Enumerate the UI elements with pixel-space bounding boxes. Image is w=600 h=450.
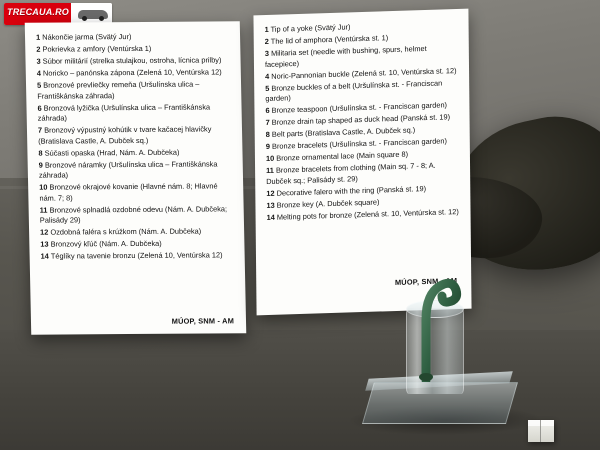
watermark-label: TRECAUA.RO	[7, 7, 69, 17]
list-item: 14 Melting pots for bronze (Zelená st. 10, Ventúrska st. 12)	[266, 206, 459, 222]
list-item: 5 Bronze buckles of a belt (Uršulínska st. - Franciscan garden)	[265, 78, 443, 104]
small-white-block	[528, 420, 554, 442]
list-item: 12 Decorative falero with the ring (Panská st. 19)	[266, 183, 427, 198]
list-item: 11 Bronzové splnadlá ozdobné odevu (Nám. A. Dubčeka; Palisády 29)	[39, 204, 228, 225]
list-item: 1 Tip of a yoke (Svätý Jur)	[264, 22, 351, 35]
list-item: 1 Nákončie jarma (Svätý Jur)	[35, 32, 132, 42]
list-item: 2 Pokrievka z amfory (Ventúrska 1)	[36, 43, 152, 54]
list-item: 10 Bronzové okrajové kovanie (Hlavné nám. 8; Hlavné nám. 7; 8)	[39, 181, 218, 203]
list-item: 6 Bronzová lyžička (Uršulínska ulica – Františkánska záhrada)	[37, 102, 211, 123]
bronze-duck-head-tap-icon	[416, 272, 462, 382]
list-item: 10 Bronze ornamental lace (Main square 8)	[265, 149, 409, 164]
list-item: 9 Bronze bracelets (Uršulínska st. - Franciscan garden)	[265, 136, 448, 152]
panel-footer-credit: MÚOP, SNM - AM	[394, 276, 458, 288]
list-item: 3 Súbor militárií (strelka stulajkou, ostroha, lícnica prilby)	[36, 55, 222, 66]
list-item: 9 Bronzové náramky (Uršulínska ulica – Františkánska záhrada)	[38, 159, 218, 180]
list-item: 5 Bronzové prevliečky remeňa (Uršulínska ulica – Františkánska záhrada)	[36, 79, 200, 101]
slovak-label-panel	[25, 21, 247, 334]
list-item: 4 Noric-Pannonian buckle (Zelená st. 10, Ventúrska st. 12)	[265, 65, 457, 81]
list-item: 7 Bronzový výpustný kohútik v tvare kačacej hlavičky (Bratislava Castle, A. Dubček sq.)	[37, 124, 212, 146]
list-item: 13 Bronze key (A. Dubček square)	[266, 197, 380, 210]
list-item: 8 Belt parts (Bratislava Castle, A. Dubček sq.)	[265, 125, 416, 140]
list-item: 12 Ozdobná faléra s krúžkom (Nám. A. Dubčeka)	[40, 226, 202, 237]
list-item: 6 Bronze teaspoon (Uršulínska st. - Franciscan garden)	[265, 100, 448, 116]
car-icon	[78, 10, 108, 19]
panel-footer-credit: MÚOP, SNM - AM	[171, 316, 235, 326]
list-item: 8 Súčasti opaska (Hrad, Nám. A. Dubčeka)	[38, 147, 180, 158]
list-item: 13 Bronzový kľúč (Nám. A. Dubčeka)	[40, 239, 162, 249]
list-item: 3 Militaria set (needle with bushing, spurs, helmet facepiece)	[264, 43, 427, 69]
list-item: 11 Bronze bracelets from clothing (Main sq. 7 - 8; A. Dubček sq.; Palisády st. 29)	[266, 160, 436, 186]
list-item: 7 Bronze drain tap shaped as duck head (Panská st. 19)	[265, 112, 451, 128]
list-item: 2 The lid of amphora (Ventúrska st. 1)	[264, 33, 389, 47]
block-edge-line	[540, 420, 541, 442]
list-item: 14 Téglíky na tavenie bronzu (Zelená 10, Ventúrska 12)	[40, 250, 223, 261]
english-label-panel	[253, 9, 471, 316]
list-item: 4 Noricko – panónska zápona (Zelená 10, Ventúrska 12)	[36, 67, 222, 78]
